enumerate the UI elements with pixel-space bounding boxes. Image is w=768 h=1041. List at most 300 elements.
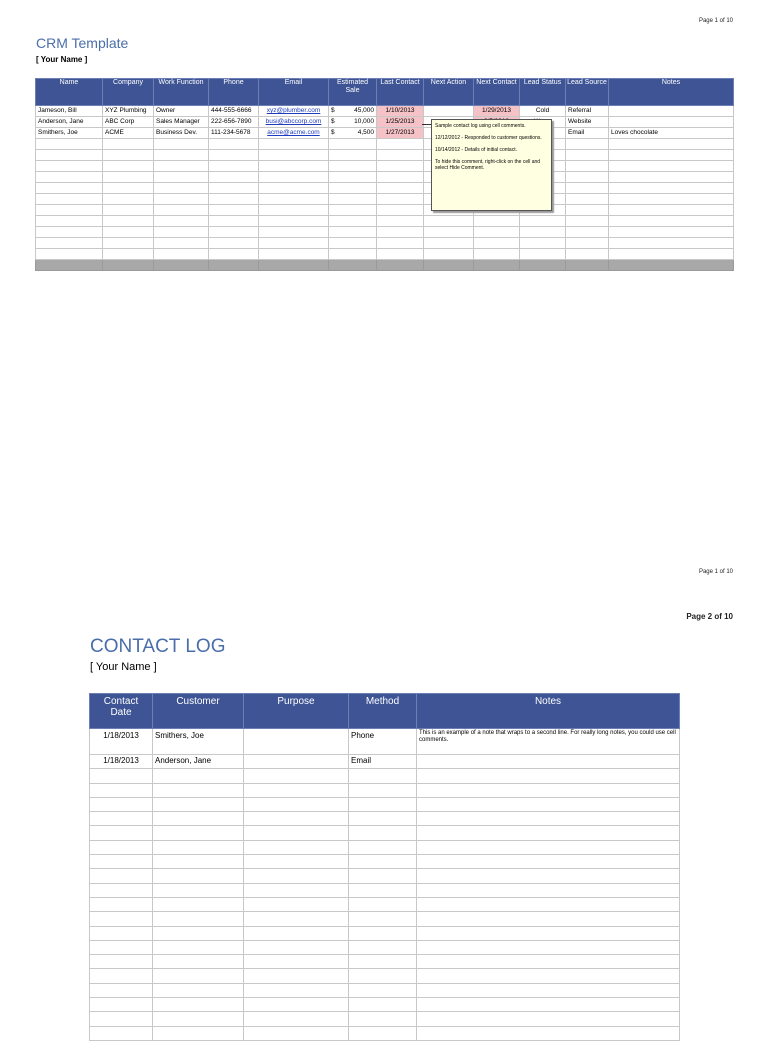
empty-cell[interactable]: [329, 249, 377, 260]
empty-cell[interactable]: [424, 238, 474, 249]
cell-function[interactable]: Owner: [154, 106, 209, 117]
empty-cell[interactable]: [417, 840, 680, 854]
empty-cell[interactable]: [566, 161, 609, 172]
cell-phone[interactable]: 111-234-5678: [209, 128, 259, 139]
empty-cell[interactable]: [609, 249, 734, 260]
empty-cell[interactable]: [90, 769, 153, 783]
empty-cell[interactable]: [566, 139, 609, 150]
empty-cell[interactable]: [154, 194, 209, 205]
cell-last-contact[interactable]: 1/27/2013: [377, 128, 424, 139]
crm-title: CRM Template: [36, 35, 129, 51]
crm-your-name: [ Your Name ]: [36, 55, 88, 64]
cell-log-notes[interactable]: [417, 755, 680, 769]
empty-cell[interactable]: [259, 249, 329, 260]
empty-cell[interactable]: [417, 983, 680, 997]
empty-cell[interactable]: [90, 983, 153, 997]
empty-cell[interactable]: [566, 205, 609, 216]
empty-cell[interactable]: [153, 1026, 244, 1040]
empty-row: [90, 940, 680, 954]
empty-cell[interactable]: [209, 161, 259, 172]
empty-cell[interactable]: [244, 840, 349, 854]
empty-cell[interactable]: [520, 260, 566, 271]
empty-cell[interactable]: [90, 855, 153, 869]
empty-cell[interactable]: [153, 812, 244, 826]
empty-cell[interactable]: [609, 172, 734, 183]
cell-notes[interactable]: Loves chocolate: [609, 128, 734, 139]
empty-cell[interactable]: [244, 983, 349, 997]
empty-cell[interactable]: [36, 249, 103, 260]
empty-cell[interactable]: [103, 216, 154, 227]
empty-cell[interactable]: [349, 826, 417, 840]
cell-next-action[interactable]: [424, 106, 474, 117]
empty-cell[interactable]: [609, 216, 734, 227]
empty-cell[interactable]: [153, 983, 244, 997]
header-work-function[interactable]: Work Function: [154, 79, 209, 106]
empty-cell[interactable]: [377, 150, 424, 161]
empty-cell[interactable]: [244, 940, 349, 954]
empty-cell[interactable]: [259, 205, 329, 216]
empty-cell[interactable]: [90, 955, 153, 969]
contact-log-row: [90, 755, 680, 769]
empty-cell[interactable]: [349, 926, 417, 940]
empty-cell[interactable]: [209, 194, 259, 205]
crm-row: [36, 117, 734, 128]
empty-cell[interactable]: [566, 238, 609, 249]
empty-cell[interactable]: [154, 216, 209, 227]
empty-row: [36, 183, 734, 194]
empty-cell[interactable]: [259, 194, 329, 205]
cell-contact-date[interactable]: 1/18/2013: [90, 755, 153, 769]
header-customer[interactable]: Customer: [153, 694, 244, 729]
empty-cell[interactable]: [329, 150, 377, 161]
empty-cell[interactable]: [566, 183, 609, 194]
empty-cell[interactable]: [154, 161, 209, 172]
header-phone[interactable]: Phone: [209, 79, 259, 106]
empty-cell[interactable]: [349, 855, 417, 869]
header-contact-date[interactable]: Contact Date: [90, 694, 153, 729]
empty-cell[interactable]: [36, 238, 103, 249]
empty-cell[interactable]: [103, 260, 154, 271]
empty-cell[interactable]: [153, 969, 244, 983]
empty-cell[interactable]: [377, 260, 424, 271]
empty-cell[interactable]: [349, 955, 417, 969]
header-lead-source[interactable]: Lead Source: [566, 79, 609, 106]
empty-cell[interactable]: [417, 926, 680, 940]
empty-cell[interactable]: [103, 183, 154, 194]
empty-cell[interactable]: [566, 194, 609, 205]
empty-cell[interactable]: [153, 769, 244, 783]
empty-cell[interactable]: [90, 797, 153, 811]
cell-company[interactable]: ABC Corp: [103, 117, 154, 128]
empty-cell[interactable]: [90, 897, 153, 911]
empty-cell[interactable]: [417, 969, 680, 983]
empty-cell[interactable]: [154, 260, 209, 271]
empty-cell[interactable]: [153, 912, 244, 926]
cell-company[interactable]: ACME: [103, 128, 154, 139]
empty-row: [36, 227, 734, 238]
empty-cell[interactable]: [90, 840, 153, 854]
empty-cell[interactable]: [566, 249, 609, 260]
cell-sale[interactable]: [329, 106, 377, 117]
empty-cell[interactable]: [417, 883, 680, 897]
empty-cell[interactable]: [259, 161, 329, 172]
empty-cell[interactable]: [377, 172, 424, 183]
empty-cell[interactable]: [103, 172, 154, 183]
empty-cell[interactable]: [36, 227, 103, 238]
empty-cell[interactable]: [244, 769, 349, 783]
empty-cell[interactable]: [417, 998, 680, 1012]
cell-sale[interactable]: [329, 117, 377, 128]
empty-cell[interactable]: [154, 249, 209, 260]
empty-cell[interactable]: [90, 1026, 153, 1040]
header-notes[interactable]: Notes: [609, 79, 734, 106]
empty-cell[interactable]: [349, 869, 417, 883]
empty-cell[interactable]: [153, 783, 244, 797]
cell-comment-popup: [431, 119, 552, 211]
empty-cell[interactable]: [103, 139, 154, 150]
empty-cell[interactable]: [329, 238, 377, 249]
empty-cell[interactable]: [244, 969, 349, 983]
cell-sale[interactable]: [329, 128, 377, 139]
empty-row: [90, 983, 680, 997]
cell-notes[interactable]: [609, 117, 734, 128]
empty-cell[interactable]: [153, 840, 244, 854]
header-next-action[interactable]: Next Action: [424, 79, 474, 106]
empty-cell[interactable]: [377, 238, 424, 249]
empty-cell[interactable]: [349, 998, 417, 1012]
empty-cell[interactable]: [36, 260, 103, 271]
cell-lead-source[interactable]: Email: [566, 128, 609, 139]
comment-line: 12/12/2012 - Responded to customer questions.: [435, 135, 542, 141]
empty-cell[interactable]: [103, 249, 154, 260]
empty-cell[interactable]: [349, 769, 417, 783]
cell-email-link[interactable]: xyz@plumber.com: [259, 106, 329, 117]
header-next-contact[interactable]: Next Contact: [474, 79, 520, 106]
empty-cell[interactable]: [244, 998, 349, 1012]
empty-cell[interactable]: [424, 216, 474, 227]
crm-table: [35, 78, 734, 271]
empty-cell[interactable]: [609, 194, 734, 205]
empty-cell[interactable]: [520, 227, 566, 238]
empty-cell[interactable]: [474, 216, 520, 227]
cell-purpose[interactable]: [244, 755, 349, 769]
cell-contact-date[interactable]: 1/18/2013: [90, 729, 153, 755]
empty-cell[interactable]: [103, 161, 154, 172]
empty-cell[interactable]: [609, 183, 734, 194]
empty-cell[interactable]: [349, 812, 417, 826]
empty-cell[interactable]: [377, 161, 424, 172]
cell-last-contact[interactable]: 1/10/2013: [377, 106, 424, 117]
header-log-notes[interactable]: Notes: [417, 694, 680, 729]
empty-cell[interactable]: [259, 260, 329, 271]
empty-cell[interactable]: [36, 150, 103, 161]
empty-cell[interactable]: [349, 840, 417, 854]
empty-cell[interactable]: [153, 826, 244, 840]
empty-cell[interactable]: [36, 216, 103, 227]
empty-cell[interactable]: [259, 139, 329, 150]
empty-cell[interactable]: [153, 955, 244, 969]
empty-cell[interactable]: [609, 227, 734, 238]
empty-cell[interactable]: [244, 897, 349, 911]
empty-cell[interactable]: [417, 769, 680, 783]
empty-cell[interactable]: [417, 897, 680, 911]
empty-cell[interactable]: [209, 205, 259, 216]
empty-cell[interactable]: [90, 940, 153, 954]
empty-cell[interactable]: [209, 216, 259, 227]
cell-purpose[interactable]: [244, 729, 349, 755]
empty-cell[interactable]: [349, 983, 417, 997]
empty-cell[interactable]: [417, 955, 680, 969]
empty-cell[interactable]: [36, 205, 103, 216]
empty-cell[interactable]: [520, 249, 566, 260]
empty-cell[interactable]: [153, 897, 244, 911]
empty-cell[interactable]: [566, 216, 609, 227]
empty-cell[interactable]: [417, 912, 680, 926]
header-lead-status[interactable]: Lead Status: [520, 79, 566, 106]
empty-cell[interactable]: [103, 150, 154, 161]
empty-cell[interactable]: [90, 869, 153, 883]
empty-cell[interactable]: [609, 139, 734, 150]
empty-cell[interactable]: [103, 205, 154, 216]
empty-cell[interactable]: [153, 883, 244, 897]
empty-row: [36, 216, 734, 227]
empty-cell[interactable]: [259, 183, 329, 194]
cell-name[interactable]: Jameson, Bill: [36, 106, 103, 117]
empty-cell[interactable]: [329, 260, 377, 271]
empty-cell[interactable]: [520, 238, 566, 249]
empty-cell[interactable]: [417, 812, 680, 826]
empty-cell[interactable]: [153, 797, 244, 811]
empty-row: [36, 260, 734, 271]
cell-method[interactable]: Email: [349, 755, 417, 769]
empty-cell[interactable]: [417, 940, 680, 954]
empty-cell[interactable]: [424, 260, 474, 271]
empty-cell[interactable]: [90, 783, 153, 797]
empty-cell[interactable]: [329, 172, 377, 183]
empty-cell[interactable]: [377, 139, 424, 150]
currency-symbol: $: [331, 107, 335, 114]
contact-log-title: CONTACT LOG: [90, 636, 226, 657]
empty-cell[interactable]: [209, 238, 259, 249]
empty-cell[interactable]: [566, 227, 609, 238]
empty-cell[interactable]: [259, 238, 329, 249]
empty-cell[interactable]: [424, 249, 474, 260]
cell-function[interactable]: Sales Manager: [154, 117, 209, 128]
empty-cell[interactable]: [90, 826, 153, 840]
crm-row: [36, 106, 734, 117]
empty-cell[interactable]: [474, 260, 520, 271]
empty-cell[interactable]: [377, 216, 424, 227]
empty-row: [90, 969, 680, 983]
empty-cell[interactable]: [424, 227, 474, 238]
empty-cell[interactable]: [329, 161, 377, 172]
empty-cell[interactable]: [153, 855, 244, 869]
empty-row: [90, 769, 680, 783]
empty-cell[interactable]: [609, 205, 734, 216]
empty-cell[interactable]: [153, 926, 244, 940]
empty-cell[interactable]: [209, 150, 259, 161]
empty-cell[interactable]: [349, 1026, 417, 1040]
empty-cell[interactable]: [417, 826, 680, 840]
empty-row: [90, 783, 680, 797]
crm-header-row: [36, 79, 734, 106]
empty-cell[interactable]: [244, 883, 349, 897]
empty-cell[interactable]: [103, 238, 154, 249]
empty-cell[interactable]: [329, 139, 377, 150]
empty-cell[interactable]: [329, 194, 377, 205]
empty-cell[interactable]: [244, 826, 349, 840]
cell-lead-status[interactable]: Cold: [520, 106, 566, 117]
cell-company[interactable]: XYZ Plumbing: [103, 106, 154, 117]
empty-cell[interactable]: [244, 1026, 349, 1040]
empty-cell[interactable]: [244, 912, 349, 926]
cell-lead-source[interactable]: Referral: [566, 106, 609, 117]
cell-lead-source[interactable]: Website: [566, 117, 609, 128]
cell-phone[interactable]: 222-656-7890: [209, 117, 259, 128]
empty-cell[interactable]: [329, 216, 377, 227]
empty-row: [90, 855, 680, 869]
empty-cell[interactable]: [329, 227, 377, 238]
empty-cell[interactable]: [209, 139, 259, 150]
header-method[interactable]: Method: [349, 694, 417, 729]
empty-cell[interactable]: [349, 912, 417, 926]
cell-function[interactable]: Business Dev.: [154, 128, 209, 139]
cell-name[interactable]: Smithers, Joe: [36, 128, 103, 139]
empty-cell[interactable]: [90, 912, 153, 926]
empty-cell[interactable]: [474, 249, 520, 260]
empty-row: [90, 826, 680, 840]
empty-cell[interactable]: [36, 183, 103, 194]
empty-cell[interactable]: [154, 172, 209, 183]
empty-row: [90, 883, 680, 897]
empty-cell[interactable]: [154, 150, 209, 161]
empty-cell[interactable]: [377, 249, 424, 260]
empty-cell[interactable]: [259, 172, 329, 183]
empty-cell[interactable]: [417, 783, 680, 797]
empty-cell[interactable]: [349, 940, 417, 954]
empty-cell[interactable]: [349, 969, 417, 983]
empty-cell[interactable]: [153, 940, 244, 954]
empty-cell[interactable]: [474, 227, 520, 238]
empty-cell[interactable]: [609, 238, 734, 249]
empty-cell[interactable]: [377, 227, 424, 238]
empty-row: [90, 869, 680, 883]
empty-cell[interactable]: [609, 150, 734, 161]
empty-cell[interactable]: [153, 869, 244, 883]
empty-cell[interactable]: [377, 183, 424, 194]
empty-cell[interactable]: [417, 855, 680, 869]
cell-next-contact[interactable]: 1/29/2013: [474, 106, 520, 117]
empty-cell[interactable]: [90, 883, 153, 897]
empty-cell[interactable]: [103, 194, 154, 205]
empty-cell[interactable]: [209, 249, 259, 260]
cell-customer[interactable]: Smithers, Joe: [153, 729, 244, 755]
empty-cell[interactable]: [377, 205, 424, 216]
cell-email-link[interactable]: acme@acme.com: [259, 128, 329, 139]
cell-phone[interactable]: 444-555-6666: [209, 106, 259, 117]
empty-cell[interactable]: [153, 998, 244, 1012]
empty-cell[interactable]: [244, 783, 349, 797]
empty-cell[interactable]: [209, 260, 259, 271]
empty-cell[interactable]: [566, 260, 609, 271]
empty-cell[interactable]: [154, 139, 209, 150]
empty-cell[interactable]: [244, 926, 349, 940]
empty-cell[interactable]: [259, 227, 329, 238]
empty-cell[interactable]: [90, 969, 153, 983]
empty-cell[interactable]: [36, 194, 103, 205]
empty-cell[interactable]: [417, 797, 680, 811]
empty-cell[interactable]: [259, 150, 329, 161]
header-purpose[interactable]: Purpose: [244, 694, 349, 729]
empty-cell[interactable]: [154, 238, 209, 249]
empty-cell[interactable]: [90, 926, 153, 940]
empty-cell[interactable]: [349, 783, 417, 797]
empty-cell[interactable]: [566, 150, 609, 161]
empty-cell[interactable]: [474, 238, 520, 249]
empty-cell[interactable]: [154, 183, 209, 194]
empty-cell[interactable]: [377, 194, 424, 205]
empty-cell[interactable]: [609, 260, 734, 271]
empty-cell[interactable]: [90, 998, 153, 1012]
empty-cell[interactable]: [209, 172, 259, 183]
empty-row: [90, 1026, 680, 1040]
empty-cell[interactable]: [566, 172, 609, 183]
empty-cell[interactable]: [259, 216, 329, 227]
empty-cell[interactable]: [520, 216, 566, 227]
empty-cell[interactable]: [103, 227, 154, 238]
empty-cell[interactable]: [90, 812, 153, 826]
empty-row: [36, 238, 734, 249]
empty-cell[interactable]: [329, 205, 377, 216]
cell-log-notes[interactable]: This is an example of a note that wraps to a second line. For really long notes, you could use cell comments.: [417, 729, 680, 755]
empty-cell[interactable]: [209, 183, 259, 194]
empty-cell[interactable]: [154, 227, 209, 238]
empty-cell[interactable]: [244, 869, 349, 883]
cell-customer[interactable]: Anderson, Jane: [153, 755, 244, 769]
empty-cell[interactable]: [244, 812, 349, 826]
cell-method[interactable]: Phone: [349, 729, 417, 755]
empty-row: [36, 161, 734, 172]
cell-notes[interactable]: [609, 106, 734, 117]
empty-cell[interactable]: [36, 172, 103, 183]
empty-cell[interactable]: [349, 797, 417, 811]
header-name[interactable]: Name: [36, 79, 103, 106]
empty-cell[interactable]: [244, 955, 349, 969]
empty-cell[interactable]: [209, 227, 259, 238]
cell-email-link[interactable]: busi@abccorp.com: [259, 117, 329, 128]
empty-cell[interactable]: [244, 855, 349, 869]
sale-amount: 4,500: [357, 129, 374, 136]
header-estimated-sale[interactable]: Estimated Sale: [329, 79, 377, 106]
empty-cell[interactable]: [349, 883, 417, 897]
header-last-contact[interactable]: Last Contact: [377, 79, 424, 106]
empty-cell[interactable]: [36, 161, 103, 172]
empty-row: [90, 998, 680, 1012]
empty-cell[interactable]: [36, 139, 103, 150]
contact-log-empty-rows: [90, 769, 680, 1041]
cell-name[interactable]: Anderson, Jane: [36, 117, 103, 128]
empty-cell[interactable]: [349, 897, 417, 911]
empty-cell[interactable]: [417, 869, 680, 883]
empty-cell[interactable]: [609, 161, 734, 172]
empty-cell[interactable]: [329, 183, 377, 194]
cell-last-contact[interactable]: 1/25/2013: [377, 117, 424, 128]
empty-cell[interactable]: [417, 1026, 680, 1040]
header-email[interactable]: Email: [259, 79, 329, 106]
empty-cell[interactable]: [154, 205, 209, 216]
empty-cell[interactable]: [244, 797, 349, 811]
header-company[interactable]: Company: [103, 79, 154, 106]
